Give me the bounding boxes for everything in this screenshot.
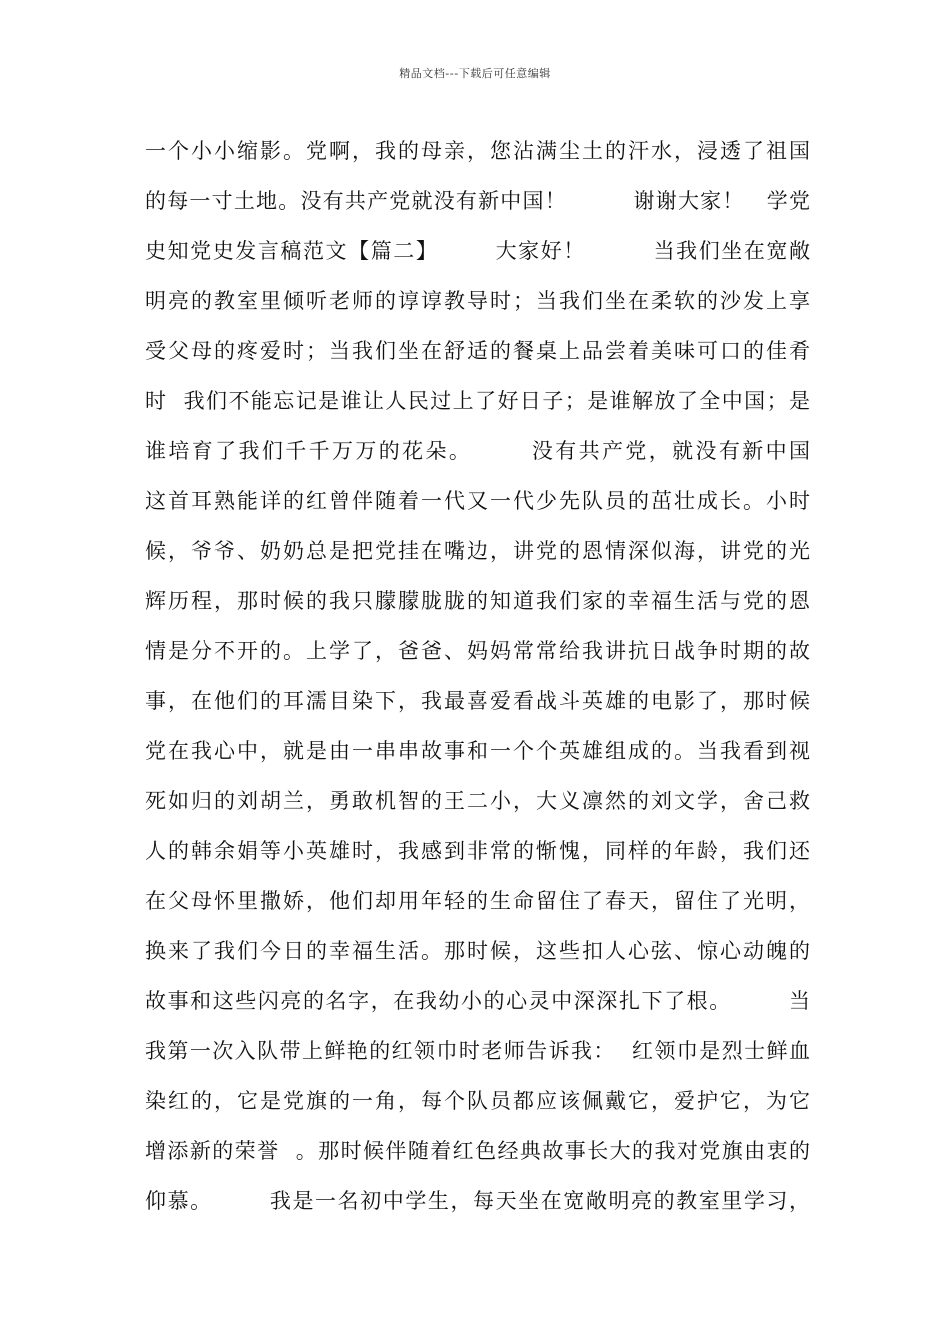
text-line: 染红的，它是党旗的一角，每个队员都应该佩戴它，爱护它，为它 bbox=[145, 1089, 810, 1113]
text-line: 一个小小缩影。党啊，我的母亲，您沾满尘土的汗水，浸透了祖国 bbox=[145, 139, 810, 163]
page-header: 精品文档---下载后可任意编辑 bbox=[399, 67, 551, 80]
text-line: 换来了我们今日的幸福生活。那时候，这些扣人心弦、惊心动魄的 bbox=[145, 939, 810, 963]
document-body bbox=[145, 126, 810, 1226]
text-line: 在父母怀里撒娇，他们却用年轻的生命留住了春天，留住了光明， bbox=[145, 889, 810, 913]
text-line: 情是分不开的。上学了，爸爸、妈妈常常给我讲抗日战争时期的故 bbox=[145, 639, 810, 663]
text-line: 仰慕。 我是一名初中学生，每天坐在宽敞明亮的教室里学习， bbox=[145, 1189, 810, 1213]
text-line: 的每一寸土地。没有共产党就没有新中国！ 谢谢大家！ 学党 bbox=[145, 189, 810, 213]
text-line: 事，在他们的耳濡目染下，我最喜爱看战斗英雄的电影了，那时候 bbox=[145, 689, 810, 713]
text-line: 增添新的荣誉 。那时候伴随着红色经典故事长大的我对党旗由衷的 bbox=[145, 1139, 810, 1163]
text-line: 受父母的疼爱时；当我们坐在舒适的餐桌上品尝着美味可口的佳肴 bbox=[145, 339, 810, 363]
text-line: 党在我心中，就是由一串串故事和一个个英雄组成的。当我看到视 bbox=[145, 739, 810, 763]
text-line: 人的韩余娟等小英雄时，我感到非常的惭愧，同样的年龄，我们还 bbox=[145, 839, 810, 863]
text-line: 故事和这些闪亮的名字，在我幼小的心灵中深深扎下了根。 当 bbox=[145, 989, 810, 1013]
text-line: 我第一次入队带上鲜艳的红领巾时老师告诉我： 红领巾是烈士鲜血 bbox=[145, 1039, 810, 1063]
text-line: 候，爷爷、奶奶总是把党挂在嘴边，讲党的恩情深似海，讲党的光 bbox=[145, 539, 810, 563]
text-line: 辉历程，那时候的我只朦朦胧胧的知道我们家的幸福生活与党的恩 bbox=[145, 589, 810, 613]
text-line: 谁培育了我们千千万万的花朵。 没有共产党，就没有新中国 bbox=[145, 439, 810, 463]
text-line: 明亮的教室里倾听老师的谆谆教导时；当我们坐在柔软的沙发上享 bbox=[145, 289, 810, 313]
text-line: 史知党史发言稿范文【篇二】 大家好！ 当我们坐在宽敞 bbox=[145, 239, 810, 263]
text-line: 死如归的刘胡兰，勇敢机智的王二小，大义凛然的刘文学，舍己救 bbox=[145, 789, 810, 813]
text-line: 时 我们不能忘记是谁让人民过上了好日子；是谁解放了全中国；是 bbox=[145, 389, 810, 413]
text-line: 这首耳熟能详的红曾伴随着一代又一代少先队员的茁壮成长。小时 bbox=[145, 489, 810, 513]
